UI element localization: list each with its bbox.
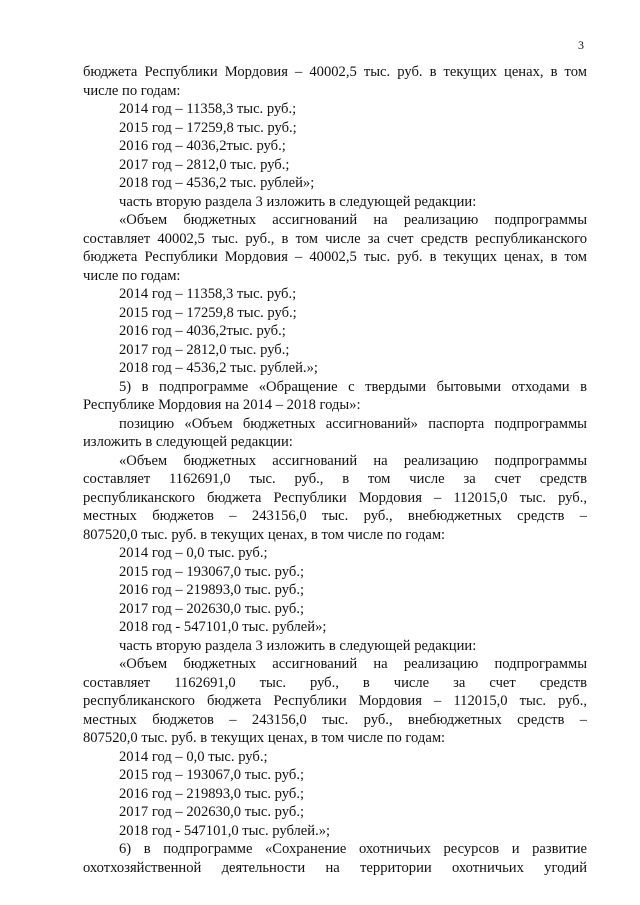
text-line: 2015 год – 193067,0 тыс. руб.; [119,767,305,783]
text-line: 2018 год – 4536,2 тыс. рублей.»; [119,360,318,376]
text-line: составляет 1162691,0 тыс. руб., в числе за счет средств [83,674,587,691]
text-line: 2016 год – 219893,0 тыс. руб.; [119,582,305,598]
text-line: 2018 год - 547101,0 тыс. рублей»; [119,619,327,635]
text-line: 2017 год – 202630,0 тыс. руб.; [119,804,305,820]
text-line: часть вторую раздела 3 изложить в следующей редакции: [119,193,477,210]
text-line: числе по годам: [83,267,181,284]
text-line: 807520,0 тыс. руб. в текущих ценах, в том числе по годам: [83,730,446,746]
text-line: бюджета Республики Мордовия – 40002,5 тыс. руб. в текущих ценах, в том [83,64,587,80]
text-line: бюджета Республики Мордовия – 40002,5 тыс. руб. в текущих ценах, в том [83,249,587,265]
text-line: местных бюджетов – 243156,0 тыс. руб., внебюджетных средств – [83,711,587,728]
text-line: 2015 год – 193067,0 тыс. руб.; [119,563,305,580]
text-line: 6) в подпрограмме «Сохранение охотничьих ресурсов и развитие [119,841,587,857]
text-line: 2014 год – 0,0 тыс. руб.; [119,545,268,561]
page-number: 3 [578,38,584,52]
text-line: числе по годам: [83,82,181,99]
text-line: 2016 год – 219893,0 тыс. руб.; [119,785,305,802]
text-line: 2016 год – 4036,2тыс. руб.; [119,138,286,154]
text-line: местных бюджетов – 243156,0 тыс. руб., внебюджетных средств – [83,508,587,524]
text-line: 2018 год - 547101,0 тыс. рублей.»; [119,822,331,839]
text-line: позицию «Объем бюджетных ассигнований» паспорта подпрограммы [119,415,587,432]
text-line: республиканского бюджета Республики Мордовия – 112015,0 тыс. руб., [83,489,587,506]
body-text [83,63,587,877]
text-line: 2017 год – 202630,0 тыс. руб.; [119,600,305,617]
text-line: составляет 1162691,0 тыс. руб., в том числе за счет средств [83,471,587,487]
text-line: 2014 год – 0,0 тыс. руб.; [119,748,268,765]
text-line: «Объем бюджетных ассигнований на реализацию подпрограммы [119,212,587,228]
text-line: 2014 год – 11358,3 тыс. руб.; [119,286,297,302]
text-line: «Объем бюджетных ассигнований на реализацию подпрограммы [119,452,587,469]
text-line: 2017 год – 2812,0 тыс. руб.; [119,156,290,173]
text-line: 2017 год – 2812,0 тыс. руб.; [119,341,290,358]
text-line: 2018 год – 4536,2 тыс. рублей»; [119,175,315,191]
text-line: часть вторую раздела 3 изложить в следующей редакции: [119,637,477,654]
text-line: республиканского бюджета Республики Мордовия – 112015,0 тыс. руб., [83,693,587,709]
text-line: 2015 год – 17259,8 тыс. руб.; [119,304,297,321]
text-line: «Объем бюджетных ассигнований на реализацию подпрограммы [119,656,587,672]
text-line: изложить в следующей редакции: [83,434,293,450]
text-line: составляет 40002,5 тыс. руб., в том числе за счет средств республиканского [83,230,587,247]
text-line: 2014 год – 11358,3 тыс. руб.; [119,101,297,117]
text-line: Республике Мордовия на 2014 – 2018 годы»: [83,397,361,413]
text-line: 2015 год – 17259,8 тыс. руб.; [119,119,297,136]
text-line: 5) в подпрограмме «Обращение с твердыми бытовыми отходами в [119,378,587,395]
text-line: 2016 год – 4036,2тыс. руб.; [119,323,286,339]
text-line: охотхозяйственной деятельности на территории охотничьих угодий [83,859,587,876]
text-line: 807520,0 тыс. руб. в текущих ценах, в том числе по годам: [83,526,446,543]
